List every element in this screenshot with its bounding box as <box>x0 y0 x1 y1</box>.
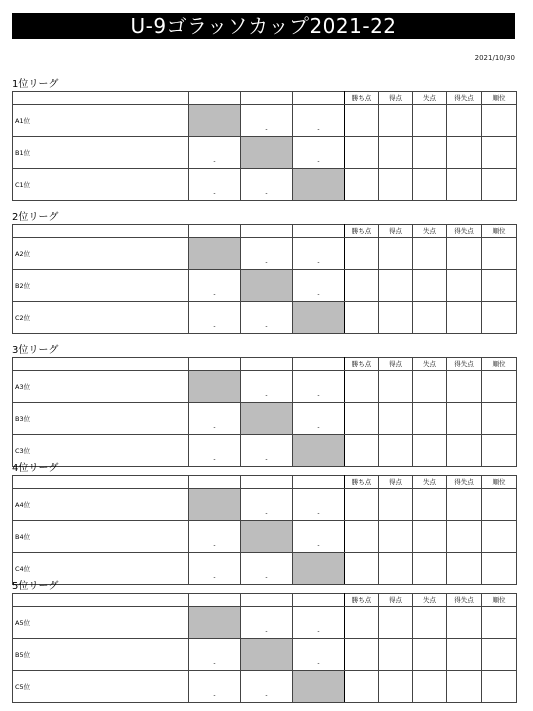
league-block <box>12 463 516 585</box>
opponent-header-cell <box>189 92 241 105</box>
stat-header-cell: 得点 <box>379 92 413 105</box>
self-match-cell <box>189 371 241 403</box>
table-row <box>13 169 517 201</box>
self-match-cell <box>241 403 293 435</box>
league-title: 2位リーグ <box>12 212 59 223</box>
table-row <box>13 105 517 137</box>
stat-cell <box>413 270 447 302</box>
stat-header-cell: 失点 <box>413 594 447 607</box>
opponent-header-cell <box>241 92 293 105</box>
league-block <box>12 79 516 201</box>
table-header-row <box>13 225 517 238</box>
stat-cell <box>447 671 482 703</box>
self-match-cell <box>241 521 293 553</box>
stat-cell <box>482 137 517 169</box>
stat-header-cell: 勝ち点 <box>345 358 379 371</box>
table-row <box>13 435 517 467</box>
score-cell: - <box>293 137 345 169</box>
stat-cell <box>482 607 517 639</box>
stat-cell <box>413 607 447 639</box>
stat-cell <box>447 521 482 553</box>
score-cell: - <box>189 302 241 334</box>
self-match-cell <box>189 238 241 270</box>
self-match-cell <box>293 671 345 703</box>
stat-cell <box>447 169 482 201</box>
stat-header-cell: 順位 <box>482 594 517 607</box>
self-match-cell <box>241 270 293 302</box>
stat-cell <box>379 607 413 639</box>
stat-cell <box>379 553 413 585</box>
stat-cell <box>413 371 447 403</box>
self-match-cell <box>189 105 241 137</box>
team-name-cell: C5位 <box>13 671 189 703</box>
stat-cell <box>345 238 379 270</box>
score-cell: - <box>241 105 293 137</box>
stat-cell <box>413 639 447 671</box>
stat-cell <box>447 489 482 521</box>
table-row <box>13 270 517 302</box>
league-block <box>12 212 516 334</box>
opponent-header-cell <box>293 225 345 238</box>
score-cell: - <box>189 521 241 553</box>
opponent-header-cell <box>189 225 241 238</box>
stat-header-cell: 得点 <box>379 476 413 489</box>
stat-cell <box>447 238 482 270</box>
table-header-row <box>13 92 517 105</box>
team-header-cell <box>13 358 189 371</box>
team-name-cell: B4位 <box>13 521 189 553</box>
self-match-cell <box>241 639 293 671</box>
table-row <box>13 403 517 435</box>
score-cell: - <box>241 489 293 521</box>
league-table <box>12 224 517 334</box>
stat-cell <box>447 270 482 302</box>
league-title: 5位リーグ <box>12 581 59 592</box>
stat-cell <box>482 489 517 521</box>
stat-cell <box>413 169 447 201</box>
score-cell: - <box>293 639 345 671</box>
stat-cell <box>345 105 379 137</box>
stat-header-cell: 順位 <box>482 476 517 489</box>
stat-header-cell: 順位 <box>482 358 517 371</box>
stat-cell <box>345 553 379 585</box>
stat-header-cell: 得点 <box>379 594 413 607</box>
stat-cell <box>413 302 447 334</box>
stat-cell <box>413 105 447 137</box>
stat-cell <box>345 671 379 703</box>
team-header-cell <box>13 476 189 489</box>
stat-cell <box>413 435 447 467</box>
stat-cell <box>345 302 379 334</box>
stat-cell <box>482 403 517 435</box>
stat-cell <box>482 270 517 302</box>
stat-cell <box>447 607 482 639</box>
opponent-header-cell <box>293 476 345 489</box>
league-table <box>12 91 517 201</box>
stat-cell <box>345 607 379 639</box>
stat-cell <box>447 105 482 137</box>
stat-header-cell: 失点 <box>413 476 447 489</box>
score-cell: - <box>293 270 345 302</box>
document-title: U-9ゴラッソカップ2021-22 <box>12 13 515 39</box>
score-cell: - <box>189 435 241 467</box>
score-cell: - <box>189 553 241 585</box>
stat-cell <box>447 137 482 169</box>
opponent-header-cell <box>241 476 293 489</box>
stat-cell <box>482 169 517 201</box>
stat-cell <box>482 105 517 137</box>
score-cell: - <box>189 639 241 671</box>
self-match-cell <box>293 169 345 201</box>
self-match-cell <box>241 137 293 169</box>
stat-cell <box>413 671 447 703</box>
score-cell: - <box>293 403 345 435</box>
stat-header-cell: 失点 <box>413 225 447 238</box>
stat-cell <box>379 270 413 302</box>
stat-header-cell: 順位 <box>482 225 517 238</box>
league-title: 3位リーグ <box>12 345 59 356</box>
stat-cell <box>482 435 517 467</box>
self-match-cell <box>293 553 345 585</box>
table-row <box>13 489 517 521</box>
stat-cell <box>345 639 379 671</box>
stat-cell <box>345 137 379 169</box>
stat-cell <box>345 521 379 553</box>
stat-cell <box>447 435 482 467</box>
score-cell: - <box>189 403 241 435</box>
team-name-cell: B2位 <box>13 270 189 302</box>
opponent-header-cell <box>293 358 345 371</box>
team-name-cell: A4位 <box>13 489 189 521</box>
table-row <box>13 671 517 703</box>
team-name-cell: A5位 <box>13 607 189 639</box>
score-cell: - <box>189 270 241 302</box>
opponent-header-cell <box>241 225 293 238</box>
stat-cell <box>447 639 482 671</box>
league-table <box>12 475 517 585</box>
score-cell: - <box>293 607 345 639</box>
opponent-header-cell <box>241 358 293 371</box>
stat-header-cell: 勝ち点 <box>345 594 379 607</box>
stat-cell <box>482 302 517 334</box>
team-name-cell: B1位 <box>13 137 189 169</box>
score-cell: - <box>241 169 293 201</box>
score-cell: - <box>241 435 293 467</box>
stat-cell <box>345 270 379 302</box>
score-cell: - <box>293 238 345 270</box>
stat-header-cell: 得失点 <box>447 594 482 607</box>
stat-cell <box>345 169 379 201</box>
score-cell: - <box>241 553 293 585</box>
score-cell: - <box>241 371 293 403</box>
stat-cell <box>413 521 447 553</box>
table-row <box>13 371 517 403</box>
stat-cell <box>379 435 413 467</box>
table-row <box>13 302 517 334</box>
document-date: 2021/10/30 <box>474 54 515 62</box>
stat-cell <box>482 521 517 553</box>
stat-header-cell: 得点 <box>379 225 413 238</box>
stat-header-cell: 得失点 <box>447 476 482 489</box>
stat-cell <box>379 671 413 703</box>
stat-header-cell: 勝ち点 <box>345 92 379 105</box>
stat-header-cell: 得失点 <box>447 358 482 371</box>
stat-cell <box>447 553 482 585</box>
team-name-cell: C2位 <box>13 302 189 334</box>
score-cell: - <box>189 671 241 703</box>
team-header-cell <box>13 92 189 105</box>
stat-header-cell: 勝ち点 <box>345 225 379 238</box>
score-cell: - <box>293 105 345 137</box>
opponent-header-cell <box>293 92 345 105</box>
score-cell: - <box>293 371 345 403</box>
score-cell: - <box>189 137 241 169</box>
table-header-row <box>13 358 517 371</box>
stat-cell <box>447 371 482 403</box>
team-name-cell: A3位 <box>13 371 189 403</box>
self-match-cell <box>293 302 345 334</box>
stat-cell <box>482 553 517 585</box>
stat-cell <box>482 238 517 270</box>
stat-cell <box>379 137 413 169</box>
stat-cell <box>447 302 482 334</box>
league-title: 1位リーグ <box>12 79 59 90</box>
score-cell: - <box>293 521 345 553</box>
stat-cell <box>379 238 413 270</box>
opponent-header-cell <box>189 358 241 371</box>
team-name-cell: A1位 <box>13 105 189 137</box>
stat-cell <box>379 169 413 201</box>
table-header-row <box>13 594 517 607</box>
self-match-cell <box>189 607 241 639</box>
stat-cell <box>379 639 413 671</box>
stat-cell <box>413 489 447 521</box>
stat-cell <box>379 521 413 553</box>
stat-header-cell: 得失点 <box>447 225 482 238</box>
score-cell: - <box>241 302 293 334</box>
stat-cell <box>345 489 379 521</box>
stat-header-cell: 失点 <box>413 92 447 105</box>
team-header-cell <box>13 594 189 607</box>
stat-header-cell: 順位 <box>482 92 517 105</box>
stat-cell <box>379 403 413 435</box>
stat-cell <box>345 403 379 435</box>
stat-cell <box>447 403 482 435</box>
stat-cell <box>345 435 379 467</box>
stat-cell <box>413 137 447 169</box>
stat-header-cell: 得点 <box>379 358 413 371</box>
stat-cell <box>413 238 447 270</box>
score-cell: - <box>293 489 345 521</box>
team-name-cell: B3位 <box>13 403 189 435</box>
score-cell: - <box>189 169 241 201</box>
table-row <box>13 607 517 639</box>
self-match-cell <box>293 435 345 467</box>
stat-cell <box>345 371 379 403</box>
stat-cell <box>482 639 517 671</box>
stat-cell <box>379 105 413 137</box>
stat-header-cell: 勝ち点 <box>345 476 379 489</box>
opponent-header-cell <box>189 594 241 607</box>
opponent-header-cell <box>293 594 345 607</box>
stat-cell <box>379 302 413 334</box>
stat-cell <box>413 403 447 435</box>
stat-header-cell: 得失点 <box>447 92 482 105</box>
table-row <box>13 521 517 553</box>
stat-cell <box>482 371 517 403</box>
stat-cell <box>379 489 413 521</box>
stat-header-cell: 失点 <box>413 358 447 371</box>
league-table <box>12 357 517 467</box>
team-name-cell: B5位 <box>13 639 189 671</box>
opponent-header-cell <box>241 594 293 607</box>
opponent-header-cell <box>189 476 241 489</box>
league-table <box>12 593 517 703</box>
score-cell: - <box>241 671 293 703</box>
team-name-cell: A2位 <box>13 238 189 270</box>
table-row <box>13 137 517 169</box>
self-match-cell <box>189 489 241 521</box>
stat-cell <box>379 371 413 403</box>
table-row <box>13 553 517 585</box>
league-block <box>12 581 516 703</box>
stat-cell <box>482 671 517 703</box>
team-name-cell: C1位 <box>13 169 189 201</box>
score-cell: - <box>241 607 293 639</box>
table-row <box>13 238 517 270</box>
league-block <box>12 345 516 467</box>
table-row <box>13 639 517 671</box>
team-name-cell: C3位 <box>13 435 189 467</box>
score-cell: - <box>241 238 293 270</box>
team-header-cell <box>13 225 189 238</box>
table-header-row <box>13 476 517 489</box>
stat-cell <box>413 553 447 585</box>
league-title: 4位リーグ <box>12 463 59 474</box>
team-name-cell: C4位 <box>13 553 189 585</box>
